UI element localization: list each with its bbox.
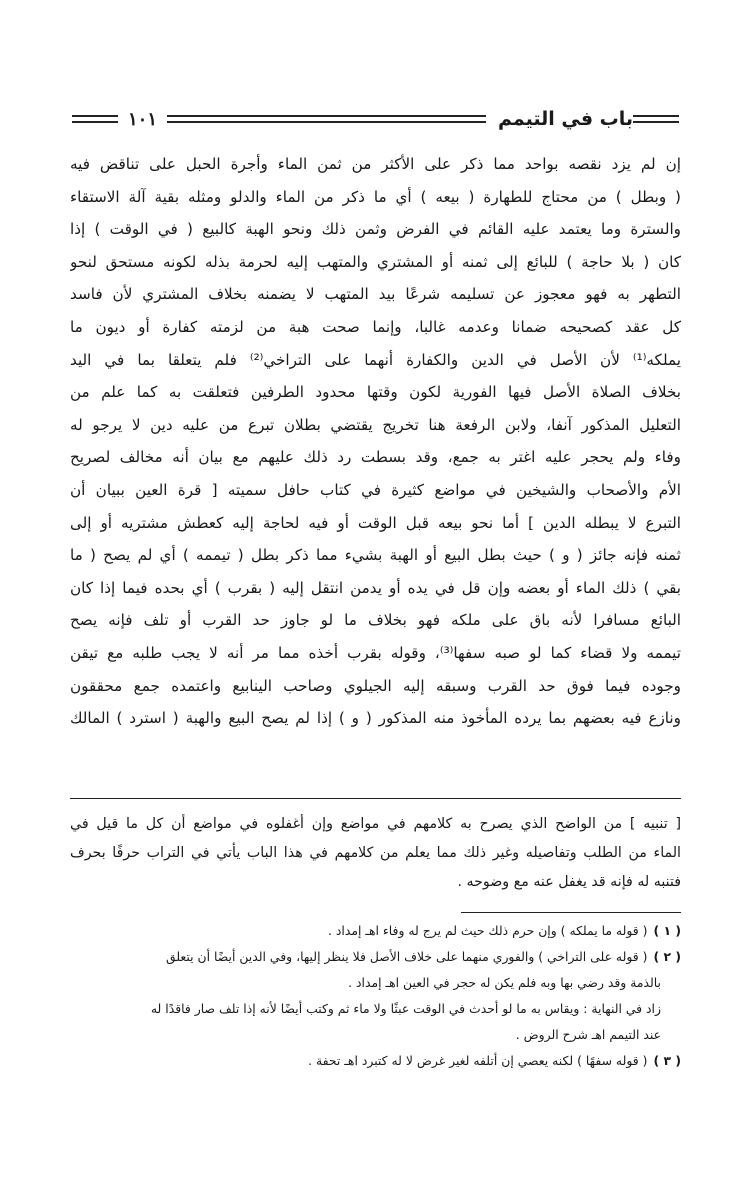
text-line: البائع مسافرا لأنه باق على ملكه فهو بخلاف ما لو جاوز حد القرب أو تلف فإنه يصح	[70, 611, 681, 630]
footnote	[70, 1048, 681, 1074]
text-line: ونازع فيه بعضهم بما يرده المأخوذ منه المذكور ( و ) إذا لم يصح البيع والهبة ( استرد ) المالك	[70, 709, 681, 728]
text-line: ثمنه فإنه جائز ( و ) حيث بطل البيع أو الهبة بشيء مما ذكر بطل ( تيممه ) أي لم يصح ( ما	[70, 546, 681, 565]
text-line: والسترة وما يعتمد عليه القائم في الفرض وثمن ذلك ونحو الهبة كالبيع ( في الوقت ) إذا	[70, 220, 681, 239]
footnote-text: ( قوله على التراخي ) والفوري منهما على خلاف الأصل فلا ينظر إليها، وفي الدين أيضًا أن يتعلق	[165, 949, 648, 964]
note-block	[70, 810, 681, 897]
text-line: التبرع لا يبطله الدين ] أما نحو بيعه قبل الوقت أو فيه لحاجة إليه كعطش مشتريه أو إلى	[70, 513, 681, 532]
text-line: كان ( بلا حاجة ) للبائع إلى ثمنه أو المشتري والمتهب إليه لحرمة بذله لكونه مستحق لنحو	[70, 252, 681, 271]
text-line: تيممه ولا قضاء كما لو صبه سفها⁽³⁾، وقوله بقرب أخذه مما مر أنه لا يجب طلبه مع تيقن	[70, 643, 681, 662]
footnote-separator	[461, 912, 681, 913]
text-line: ( وبطل ) من محتاج للطهارة ( بيعه ) أي ما ذكر من الماء والدلو ومثله بقية آلة الاستقاء	[70, 187, 681, 206]
footnote-text: عند التيمم اهـ شرح الروض .	[515, 1027, 661, 1042]
text-line: التعليل المذكور آنفا، ولابن الرفعة هنا تخريج يقتضي بطلان تبرع من عليه دين لا يرجو له	[70, 415, 681, 434]
footnote-number: ( ٣ )	[653, 1053, 681, 1068]
footnote-number: ( ٢ )	[653, 949, 681, 964]
text-line: بقي ) ذلك الماء أو بعضه وإن قل في يده أو يدمن انتقل إليه ( بقرب ) أي بحده فيما إذا كان	[70, 578, 681, 597]
header-rule-right	[633, 115, 679, 123]
footnote-continuation	[70, 970, 681, 996]
text-line: كل عقد كصحيحه ضمانا وعدمه غالبا، وإنما صحت هبة من لزمته كفارة أو ديون ما	[70, 317, 681, 336]
footnote-continuation	[70, 1022, 681, 1048]
footnote-continuation	[70, 996, 681, 1022]
footnote-text: ( قوله ما يملكه ) وإن حرم ذلك حيث لم يرج له وفاء اهـ إمداد .	[328, 923, 648, 938]
header-rule-middle	[167, 115, 486, 123]
running-header	[72, 104, 683, 134]
text-line: إن لم يزد نقصه بواحد مما ذكر على الأكثر من ثمن الماء وأجرة الحبل على تناقض فيه	[70, 155, 681, 173]
text-line: الأم والأصحاب والشيخين في مواضع كثيرة في كتاب حافل سميته [ قرة العين ببيان أن	[70, 480, 681, 499]
footnote-number: ( ١ )	[653, 923, 681, 938]
footnote-text: زاد في النهاية : ويقاس به ما لو أحدث في الوقت عبثًا ولا ماء ثم وكتب أيضًا لأنه إذا تلف صار فاقدًا له	[150, 1001, 661, 1016]
footnote	[70, 918, 681, 944]
footnote	[70, 944, 681, 970]
header-rule-left	[72, 115, 118, 123]
page-number: ١٠١	[128, 108, 158, 130]
footnote-text: بالذمة وقد رضي بها وبه فلم يكن له حجر في العين اهـ إمداد .	[348, 975, 661, 990]
text-line: التطهر به فهو معجوز عن تسليمه شرعًا بيد المتهب لا يضمنه بخلاف المشتري لأن فاسد	[70, 285, 681, 304]
note-line: [ تنبيه ] من الواضح الذي يصرح به كلامهم في مواضع وإن أغفلوه في مواضع أن كل ما قيل في	[70, 816, 681, 832]
footnote-text: ( قوله سفهًا ) لكنه يعصي إن أتلفه لغير غرض لا له كتبرد اهـ تحفة .	[308, 1053, 648, 1068]
main-text	[70, 148, 681, 735]
section-separator	[70, 798, 681, 799]
text-line: وفاء ولم يحجر عليه اغتر به جمع، وقد بسطت رد ذلك عليهم مع بيان أنه مخالف لصريح	[70, 448, 681, 467]
text-line: بخلاف الصلاة الأصل فيها الفورية لكون وقتها محدود الطرفين فتعلقت به كما علم من	[70, 383, 681, 402]
note-line: الماء من الطلب وتفاصيله وغير ذلك مما يعلم من كلامهم في هذا الباب يأتي في التراب حرفًا بحرف	[70, 845, 681, 861]
text-line: وجوده فيما فوق حد القرب وسبقه إليه الجيلوي وصاحب الينابيع واعتمده جمع محققون	[70, 676, 681, 695]
note-line: فتنبه له فإنه قد يغفل عنه مع وضوحه .	[457, 874, 681, 890]
footnotes	[70, 918, 681, 1074]
text-line: يملكه⁽¹⁾ لأن الأصل في الدين والكفارة أنهما على التراخي⁽²⁾ فلم يتعلقا بما في اليد	[70, 350, 681, 369]
chapter-title: باب في التيمم	[497, 108, 633, 130]
